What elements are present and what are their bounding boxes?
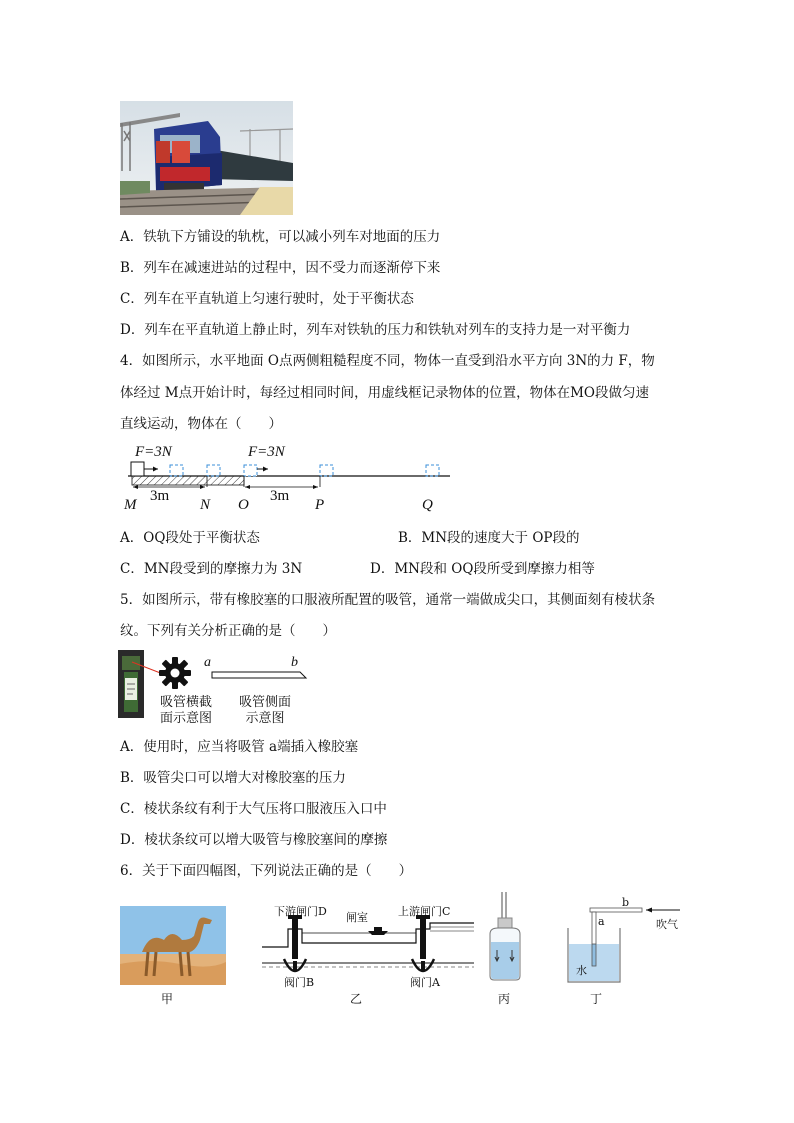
q3-option-d: D．列车在平直轨道上静止时，列车对铁轨的压力和铁轨对列车的支持力是一对平衡力 xyxy=(120,322,631,338)
q5-stem-line1: 5．如图所示，带有橡胶塞的口服液所配置的吸管，通常一端做成尖口，其侧面刻有棱状条 xyxy=(120,592,656,608)
q5-caption-cross-section xyxy=(154,695,218,727)
q4-point-o: O xyxy=(238,497,249,513)
lock-gate-c-label: 上游闸门C xyxy=(398,905,451,918)
q6-label-jia: 甲 xyxy=(161,992,174,1006)
q5-stem-line2: 纹。下列有关分析正确的是（ ） xyxy=(120,623,336,639)
bottle-tube-diagram xyxy=(484,890,528,986)
q4-force-label-1: F=3N xyxy=(135,444,172,460)
q6-stem: 6．关于下面四幅图，下列说法正确的是（ ） xyxy=(120,863,413,879)
q5-caption-1-line2: 面示意图 xyxy=(159,711,212,726)
q5-caption-2-line1: 吸管侧面 xyxy=(238,695,291,710)
q4-point-n: N xyxy=(200,497,211,513)
q3-option-b: B．列车在减速进站的过程中，因不受力而逐渐停下来 xyxy=(120,260,441,276)
q5-label-b: b xyxy=(291,655,298,670)
q4-point-m: M xyxy=(124,497,137,513)
train-photo xyxy=(120,101,293,215)
lock-valve-a-label: 阀门A xyxy=(410,976,440,989)
q6-label-ding: 丁 xyxy=(590,992,603,1006)
q4-motion-diagram xyxy=(118,443,458,515)
q4-force-label-2: F=3N xyxy=(248,444,285,460)
q4-distance-op: 3m xyxy=(270,488,290,504)
q5-option-d: D．棱状条纹可以增大吸管与橡胶塞间的摩擦 xyxy=(120,832,388,848)
q4-stem-line2: 体经过 M点开始计时，每经过相同时间，用虚线框记录物体的位置，物体在MO段做匀速 xyxy=(120,385,650,401)
blow-label-a: a xyxy=(598,915,605,928)
q5-caption-2-line2: 示意图 xyxy=(245,711,285,726)
q5-option-a: A．使用时，应当将吸管 a端插入橡胶塞 xyxy=(120,739,359,755)
q5-caption-1-line1: 吸管横截 xyxy=(159,695,212,710)
q3-option-c: C．列车在平直轨道上匀速行驶时，处于平衡状态 xyxy=(120,291,414,307)
q6-label-bing: 丙 xyxy=(498,992,511,1006)
camel-photo xyxy=(120,906,226,985)
q4-stem-line1: 4．如图所示，水平地面 O点两侧粗糙程度不同，物体一直受到沿水平方向 3N的力 F，物 xyxy=(120,353,655,369)
blow-label-b: b xyxy=(622,896,630,909)
q4-distance-mn: 3m xyxy=(150,488,170,504)
q4-stem-line3: 直线运动，物体在（ ） xyxy=(120,416,282,432)
blowing-diagram xyxy=(560,896,690,986)
q5-caption-side-view xyxy=(233,695,297,727)
lock-valve-b-label: 阀门B xyxy=(284,976,315,989)
lock-chamber-label: 闸室 xyxy=(346,911,368,924)
q4-point-q: Q xyxy=(422,497,433,513)
q5-label-a: a xyxy=(204,655,211,670)
blow-label-blow: 吹气 xyxy=(656,918,678,931)
blow-label-water: 水 xyxy=(576,964,587,977)
q4-option-d: D．MN段和 OQ段所受到摩擦力相等 xyxy=(370,561,595,577)
q4-option-b: B．MN段的速度大于 OP段的 xyxy=(398,530,580,546)
q5-option-b: B．吸管尖口可以增大对橡胶塞的压力 xyxy=(120,770,346,786)
q4-option-a: A．OQ段处于平衡状态 xyxy=(120,530,260,546)
q3-option-a: A．铁轨下方铺设的轨枕，可以减小列车对地面的压力 xyxy=(120,229,441,245)
q4-option-c: C．MN段受到的摩擦力为 3N xyxy=(120,561,303,577)
lock-gate-d-label: 下游闸门D xyxy=(274,905,327,918)
q4-point-p: P xyxy=(315,497,325,513)
q5-option-c: C．棱状条纹有利于大气压将口服液压入口中 xyxy=(120,801,387,817)
ship-lock-diagram xyxy=(258,903,478,989)
q6-label-yi: 乙 xyxy=(350,992,363,1006)
